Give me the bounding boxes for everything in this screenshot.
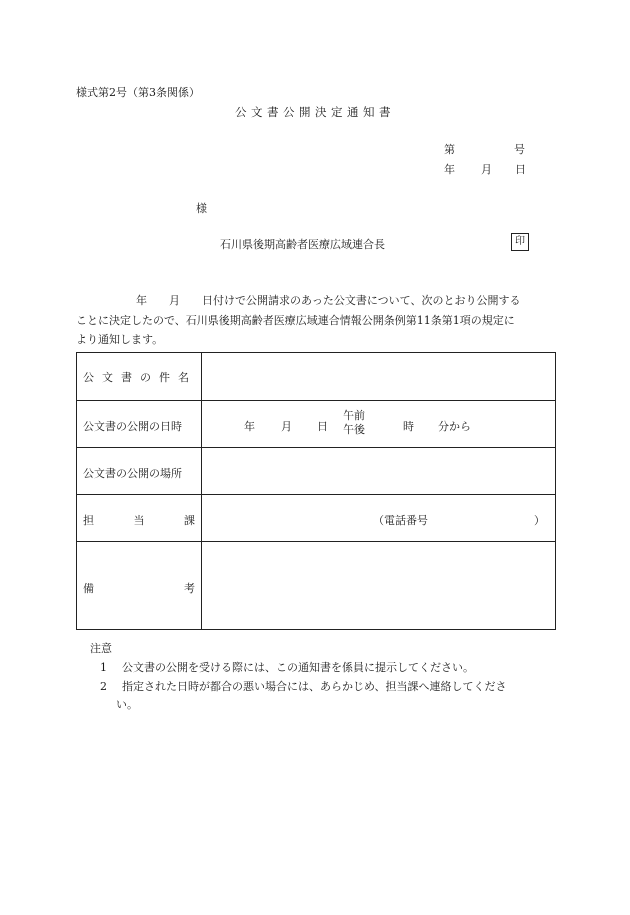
seal-mark: 印 — [511, 233, 529, 251]
datetime-minute: 分から — [438, 420, 471, 433]
label-char: 件 — [159, 371, 170, 384]
date-day-label: 日 — [515, 163, 526, 176]
issuer-name: 石川県後期高齢者医療広域連合長 — [220, 238, 385, 251]
body-month: 月 — [169, 294, 180, 307]
note-item-2 — [100, 678, 507, 694]
note-item-1 — [100, 659, 474, 675]
notice-body — [76, 291, 558, 350]
datetime-day: 日 — [317, 420, 328, 433]
datetime-year: 年 — [244, 420, 255, 433]
table-row-place — [77, 447, 555, 495]
body-line-2: ことに決定したので、石川県後期高齢者医療広域連合情報公開条例第11条第1項の規定に — [76, 313, 515, 327]
note-text: 公文書の公開を受ける際には、この通知書を係員に提示してください。 — [122, 661, 474, 674]
notes-heading: 注意 — [90, 642, 112, 655]
date-year-label: 年 — [444, 163, 455, 176]
phone-number-label: （電話番号 — [373, 514, 428, 527]
body-line-3: より通知します。 — [76, 333, 164, 346]
notice-table — [76, 352, 556, 630]
label-datetime: 公文書の公開の日時 — [83, 420, 182, 433]
label-char: 書 — [121, 371, 132, 384]
label-char: の — [140, 371, 151, 384]
datetime-month: 月 — [281, 420, 292, 433]
number-prefix: 第 — [444, 143, 455, 156]
document-title: 公文書公開決定通知書 — [235, 105, 395, 119]
label-char: 名 — [178, 371, 189, 384]
body-year: 年 — [136, 294, 147, 307]
label-char: 文 — [102, 371, 113, 384]
table-row-document-name — [77, 353, 555, 400]
note-text: 指定された日時が都合の悪い場合には、あらかじめ、担当課へ連絡してくださ — [122, 680, 507, 693]
label-place: 公文書の公開の場所 — [83, 467, 182, 480]
note-number: 1 — [100, 661, 107, 674]
body-line1-text: 日付けで公開請求のあった公文書について、次のとおり公開する — [202, 294, 521, 307]
table-row-datetime — [77, 400, 555, 448]
label-department — [83, 512, 195, 528]
phone-number-close: ） — [534, 514, 545, 527]
number-suffix: 号 — [514, 143, 525, 156]
label-char: 考 — [184, 582, 195, 595]
note-item-2-continued: い。 — [116, 698, 138, 711]
label-document-name — [83, 369, 189, 385]
datetime-hour: 時 — [403, 420, 414, 433]
label-char: 担 — [83, 514, 94, 527]
table-row-remarks — [77, 541, 555, 630]
label-char: 課 — [184, 514, 195, 527]
date-month-label: 月 — [481, 163, 492, 176]
am-label: 午前 — [343, 409, 365, 422]
label-char: 当 — [133, 514, 145, 527]
label-char: 公 — [83, 371, 94, 384]
form-number: 様式第2号（第3条関係） — [76, 86, 200, 99]
table-row-department — [77, 494, 555, 542]
recipient-honorific: 様 — [196, 202, 207, 215]
note-number: 2 — [100, 680, 107, 693]
label-remarks — [83, 580, 195, 596]
label-char: 備 — [83, 582, 94, 595]
pm-label: 午後 — [343, 423, 365, 436]
am-pm-choice — [343, 409, 365, 437]
body-line-1 — [76, 291, 558, 311]
